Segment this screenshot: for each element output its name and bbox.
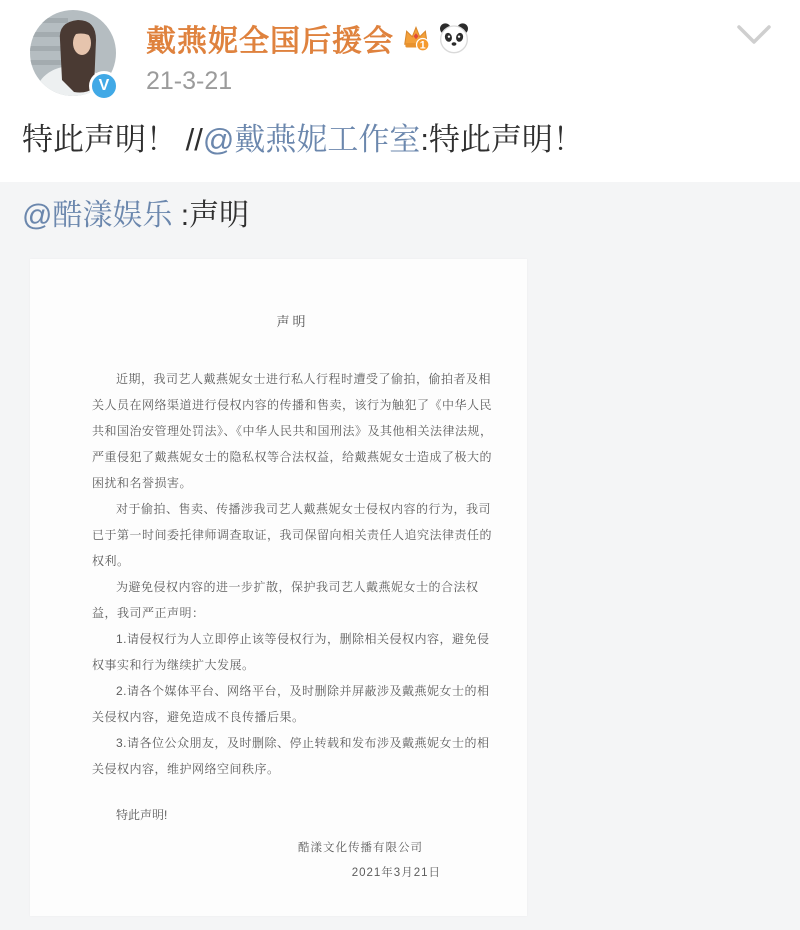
chevron-down-icon[interactable] — [736, 24, 772, 46]
post-text-after: :特此声明！ — [420, 122, 584, 157]
mention-link-kuyang[interactable]: @酷漾娱乐 — [22, 199, 173, 232]
signature-date: 2021年3月21日 — [351, 867, 441, 879]
document-paragraph: 对于偷拍、售卖、传播涉我司艺人戴燕妮女士侵权内容的行为，我司已于第一时间委托律师调查取证，我司保留向相关责任人追究法律责任的权利。 — [92, 502, 493, 568]
statement-document-image[interactable] — [30, 259, 527, 916]
user-name[interactable]: 戴燕妮全国后援会 — [146, 25, 394, 58]
document-list-item-1: 1.请侵权行为人立即停止该等侵权行为，删除相关侵权内容，避免侵权事实和行为继续扩大发展。 — [92, 632, 490, 672]
mention-link-studio[interactable]: @戴燕妮工作室 — [202, 122, 421, 157]
svg-text:1: 1 — [419, 39, 426, 52]
document-title: 声明 — [276, 314, 309, 329]
panda-icon — [438, 22, 470, 54]
post-date: 21-3-21 — [146, 67, 233, 95]
verified-v-badge-icon: V — [89, 71, 119, 101]
quote-text — [22, 195, 800, 237]
fan-crown-level-icon — [401, 23, 431, 53]
document-closing: 特此声明! — [116, 808, 168, 822]
document-list-item-3: 3.请各位公众朋友，及时删除、停止转载和发布涉及戴燕妮女士的相关侵权内容，维护网络空间秩序。 — [92, 736, 490, 776]
post-text-before: 特此声明！ // — [22, 122, 203, 157]
document-paragraph: 为避免侵权内容的进一步扩散，保护我司艺人戴燕妮女士的合法权益，我司严正声明： — [92, 580, 479, 620]
post-text — [22, 118, 776, 162]
user-avatar[interactable] — [30, 10, 116, 96]
post-header — [0, 0, 800, 96]
quoted-post[interactable] — [0, 182, 800, 930]
header-text-column — [146, 10, 776, 96]
signature-company: 酷漾文化传播有限公司 — [298, 842, 423, 854]
document-list-item-2: 2.请各个媒体平台、网络平台，及时删除并屏蔽涉及戴燕妮女士的相关侵权内容，避免造成不良传播后果。 — [92, 684, 490, 724]
document-body — [92, 366, 493, 782]
document-paragraph: 近期，我司艺人戴燕妮女士进行私人行程时遭受了偷拍，偷拍者及相关人员在网络渠道进行侵权内容的传播和售卖，该行为触犯了《中华人民共和国治安管理处罚法》、《中华人民共和国刑法》及其他相关法律法规，严重侵犯了戴燕妮女士的隐私权等合法权益，给戴燕妮女士造成了极大的困扰和名誉损害。 — [92, 372, 493, 490]
quote-text-rest: :声明 — [172, 199, 250, 232]
